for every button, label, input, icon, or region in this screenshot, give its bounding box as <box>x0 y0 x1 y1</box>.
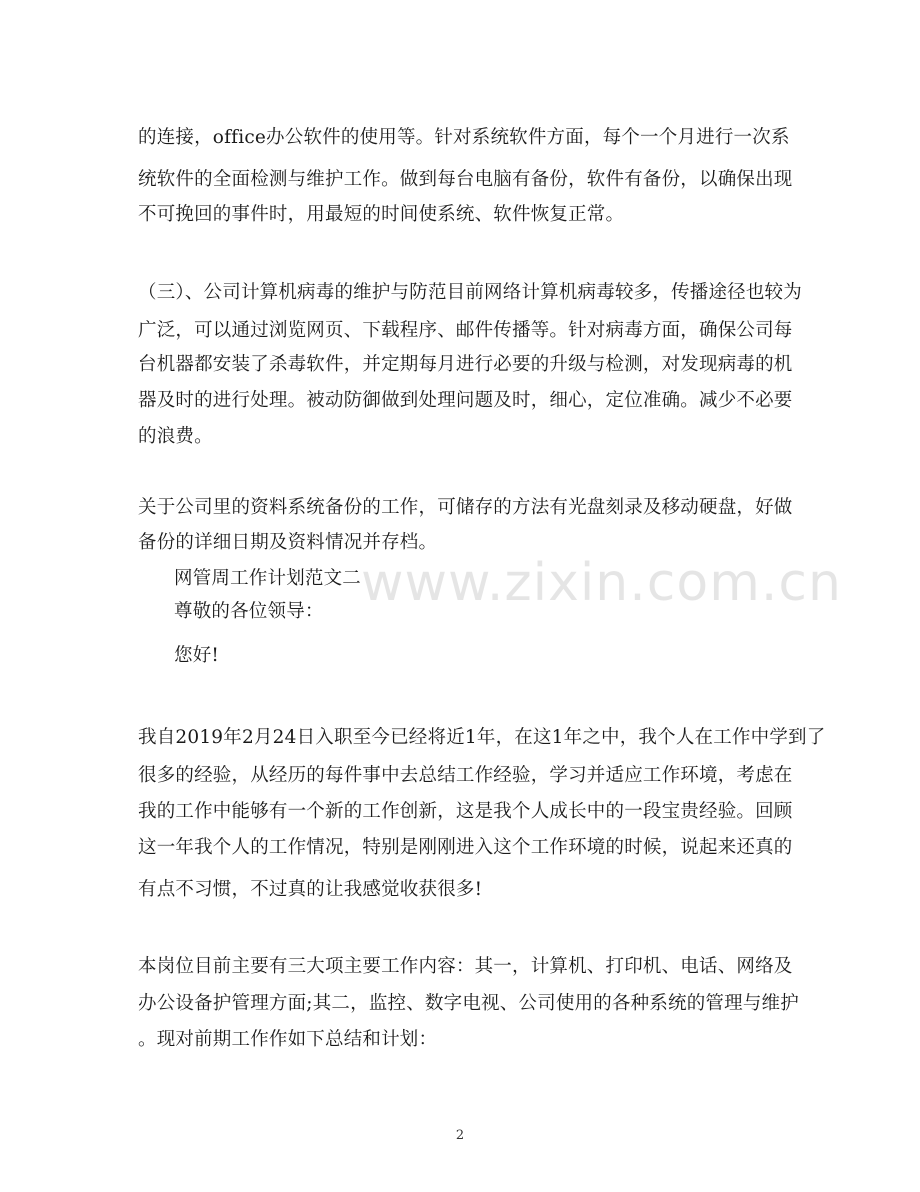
paragraph-8-line-3: 。现对前期工作作如下总结和计划： <box>138 1029 438 1050</box>
salutation: 尊敬的各位领导： <box>174 601 324 622</box>
paragraph-7-line-5: 有点不习惯，不过真的让我感觉收获很多! <box>138 879 483 900</box>
paragraph-1-line-3: 不可挽回的事件时，用最短的时间使系统、软件恢复正常。 <box>138 204 625 225</box>
paragraph-1-line-2: 统软件的全面检测与维护工作。做到每台电脑有备份，软件有备份，以确保出现 <box>138 169 793 190</box>
paragraph-7-line-2: 很多的经验，从经历的每件事中去总结工作经验，学习并适应工作环境，考虑在 <box>138 765 793 786</box>
page-number: 2 <box>455 1128 465 1143</box>
paragraph-2-line-5: 的浪费。 <box>138 426 213 447</box>
paragraph-3-line-1: 关于公司里的资料系统备份的工作，可储存的方法有光盘刻录及移动硬盘，好做 <box>138 497 793 518</box>
paragraph-2-line-3: 台机器都安装了杀毒软件，并定期每月进行必要的升级与检测，对发现病毒的机 <box>138 354 793 375</box>
paragraph-2-line-4: 器及时的进行处理。被动防御做到处理问题及时，细心，定位准确。减少不必要 <box>138 390 793 411</box>
paragraph-7-line-3: 我的工作中能够有一个新的工作创新，这是我个人成长中的一段宝贵经验。回顾 <box>138 801 793 822</box>
greeting: 您好! <box>174 645 220 666</box>
paragraph-3-line-2: 备份的详细日期及资料情况并存档。 <box>138 532 438 553</box>
paragraph-7-line-1: 我自2019年2月24日入职至今已经将近1年，在这1年之中，我个人在工作中学到了 <box>138 727 826 748</box>
section-title: 网管周工作计划范文二 <box>174 568 362 589</box>
paragraph-2-line-1: （三）、公司计算机病毒的维护与防范目前网络计算机病毒较多，传播途径也较为 <box>138 282 802 303</box>
paragraph-1-line-1: 的连接，office办公软件的使用等。针对系统软件方面，每个一个月进行一次系 <box>138 127 790 148</box>
paragraph-8-line-2: 办公设备护管理方面;其二，监控、数字电视、公司使用的各种系统的管理与维护 <box>138 993 799 1014</box>
paragraph-8-line-1: 本岗位目前主要有三大项主要工作内容：其一，计算机、打印机、电话、网络及 <box>138 956 793 977</box>
paragraph-2-line-2: 广泛，可以通过浏览网页、下载程序、邮件传播等。针对病毒方面，确保公司每 <box>138 320 793 341</box>
paragraph-7-line-4: 这一年我个人的工作情况，特别是刚刚进入这个工作环境的时候，说起来还真的 <box>138 837 793 858</box>
watermark: www.zixin.com.cn <box>361 553 842 613</box>
